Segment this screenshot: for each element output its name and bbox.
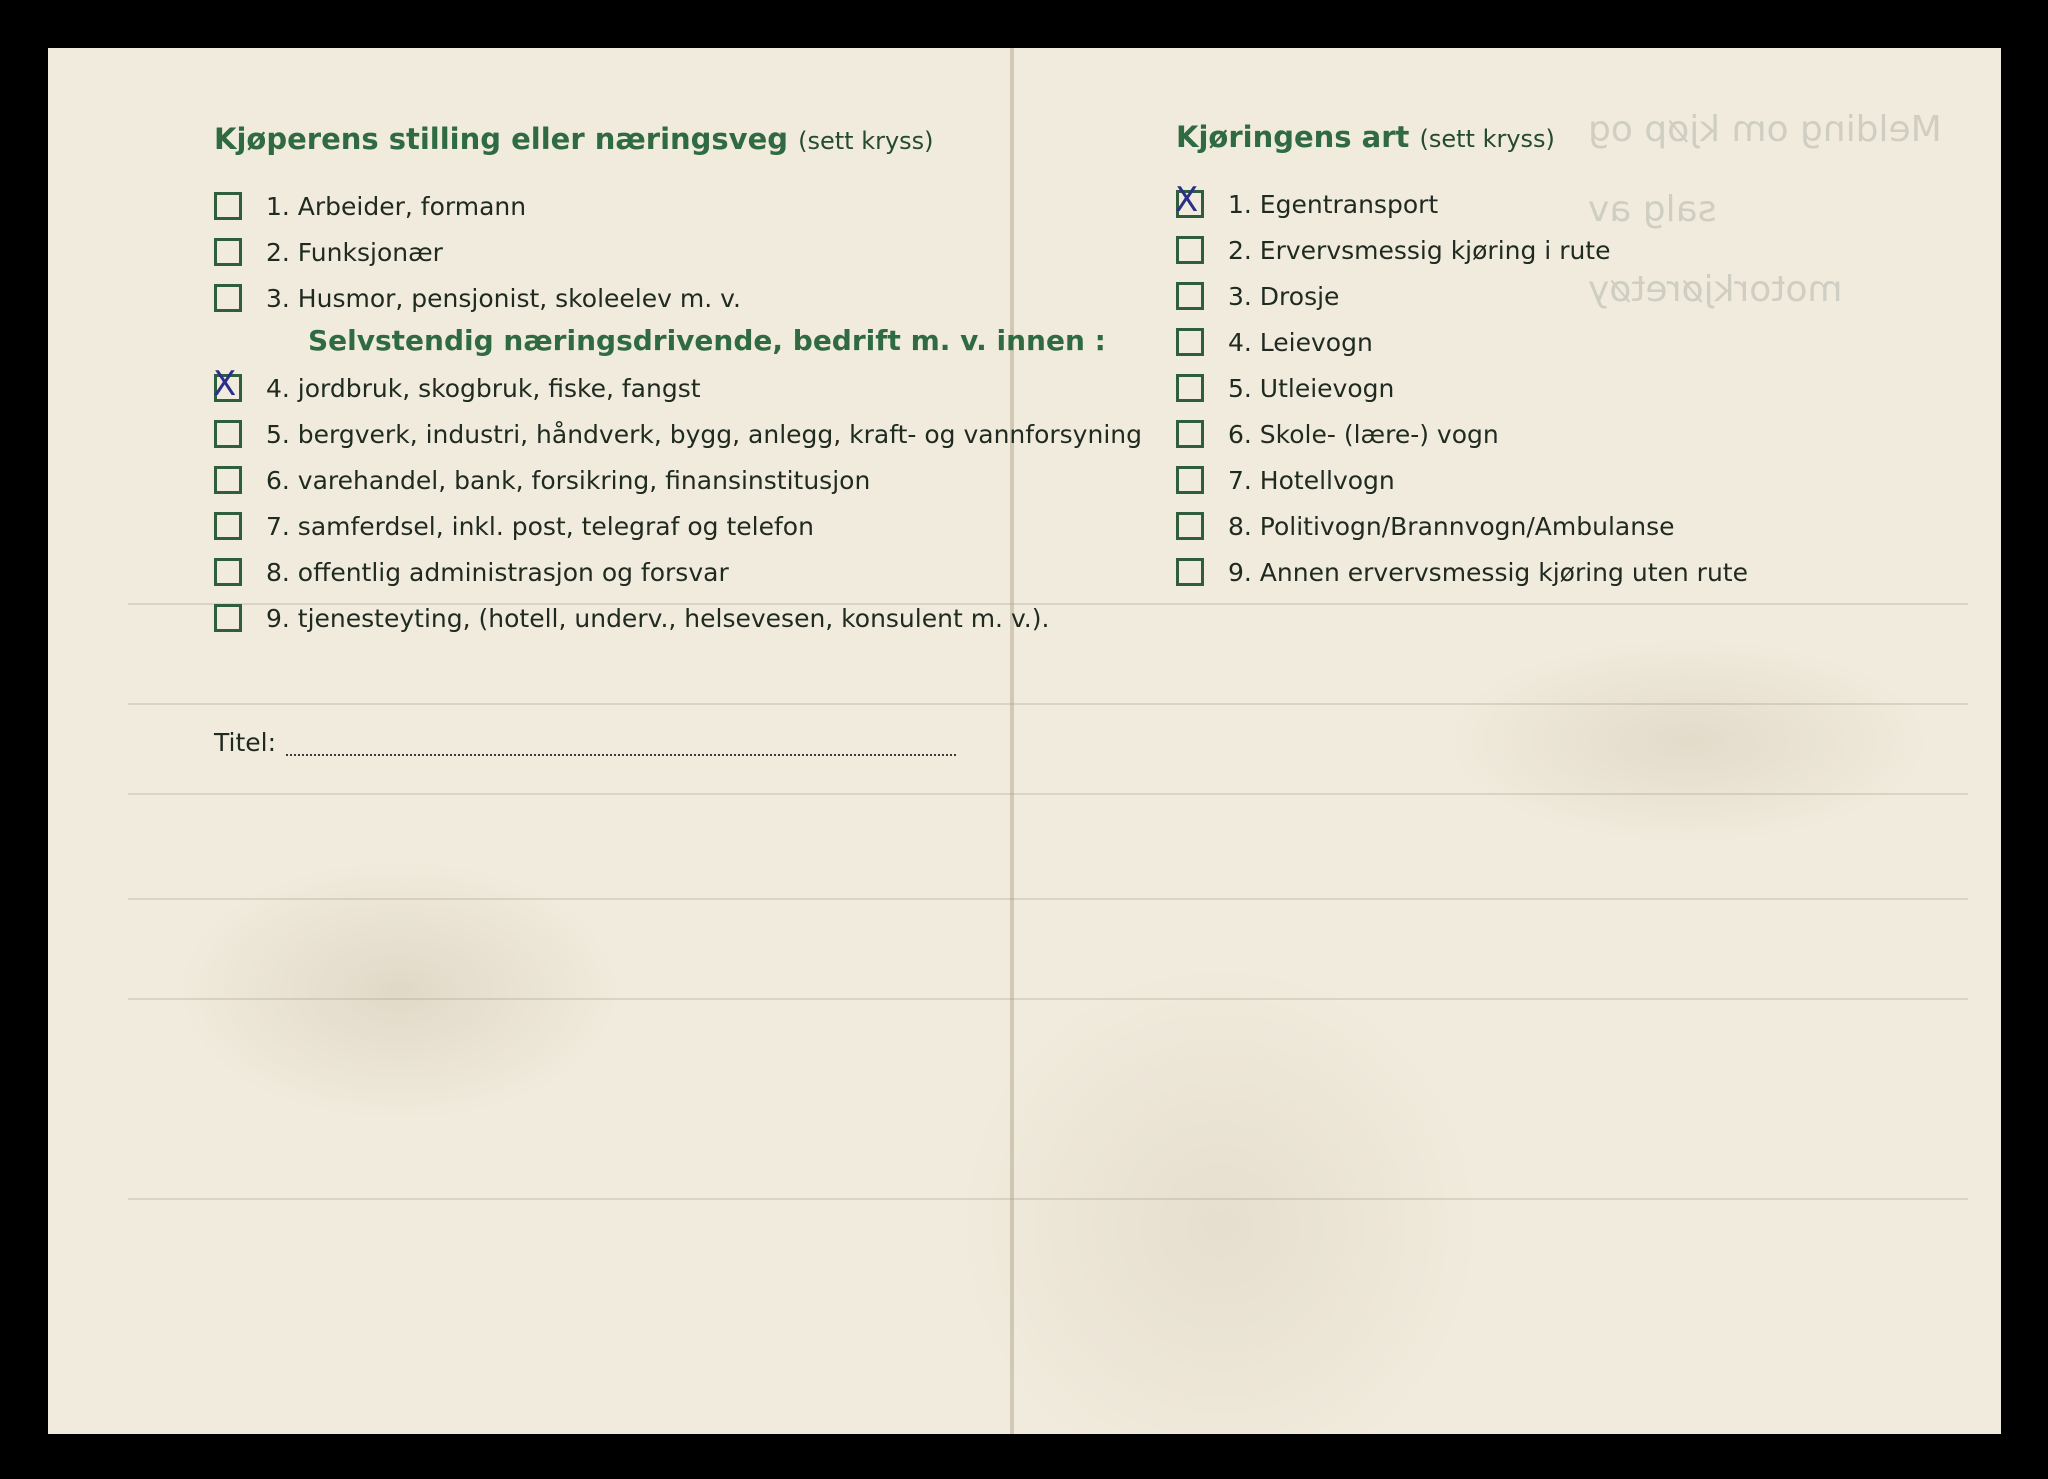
occupation-option-9[interactable] (214, 598, 1049, 638)
check-mark: X (1175, 180, 1199, 220)
occupation-checkbox-2[interactable] (214, 238, 242, 266)
driving-option-label: 2. Ervervsmessig kjøring i rute (1228, 235, 1611, 265)
occupation-checkbox-5[interactable] (214, 420, 242, 448)
show-through-title: Melding om kjøp og salg av motorkjøretøy (1588, 109, 1942, 310)
occupation-option-label: 4. jordbruk, skogbruk, fiske, fangst (266, 373, 701, 403)
form-sheet (48, 48, 2001, 1434)
driving-option-9[interactable] (1176, 552, 1748, 592)
occupation-option-label: 9. tjenesteyting, (hotell, underv., helsevesen, konsulent m. v.). (266, 603, 1050, 633)
fold-crease (1010, 48, 1014, 1434)
driving-checkbox-7[interactable] (1176, 466, 1204, 494)
occupation-option-3[interactable] (214, 278, 741, 318)
driving-checkbox-9[interactable] (1176, 558, 1204, 586)
driving-option-label: 8. Politivogn/Brannvogn/Ambulanse (1228, 511, 1675, 541)
driving-checkbox-6[interactable] (1176, 420, 1204, 448)
driving-option-5[interactable] (1176, 368, 1394, 408)
occupation-option-7[interactable] (214, 506, 814, 546)
driving-option-4[interactable] (1176, 322, 1373, 362)
occupation-option-label: 6. varehandel, bank, forsikring, finansinstitusjon (266, 465, 871, 495)
driving-checkbox-2[interactable] (1176, 236, 1204, 264)
driving-option-1[interactable] (1175, 180, 1439, 224)
occupation-option-2[interactable] (214, 232, 443, 272)
driving-option-6[interactable] (1176, 414, 1499, 454)
driving-checkbox-1[interactable] (1175, 180, 1204, 220)
driving-option-label: 1. Egentransport (1228, 189, 1439, 219)
buyer-occupation-heading-note: (sett kryss) (798, 127, 934, 155)
occupation-option-label: 8. offentlig administrasjon og forsvar (266, 557, 729, 587)
driving-option-label: 9. Annen ervervsmessig kjøring uten rute (1228, 557, 1748, 587)
driving-option-label: 4. Leievogn (1228, 327, 1373, 357)
occupation-checkbox-6[interactable] (214, 466, 242, 494)
occupation-option-label: 2. Funksjonær (266, 237, 443, 267)
occupation-checkbox-3[interactable] (214, 284, 242, 312)
driving-option-3[interactable] (1176, 276, 1339, 316)
show-through-rule (128, 898, 1968, 900)
title-field-line[interactable] (286, 754, 956, 756)
buyer-occupation-heading-text: Kjøperens stilling eller næringsveg (214, 122, 789, 156)
driving-option-label: 6. Skole- (lære-) vogn (1228, 419, 1499, 449)
driving-option-7[interactable] (1176, 460, 1395, 500)
driving-checkbox-8[interactable] (1176, 512, 1204, 540)
driving-option-2[interactable] (1176, 230, 1611, 270)
driving-checkbox-3[interactable] (1176, 282, 1204, 310)
show-through-rule (128, 1198, 1968, 1200)
occupation-option-label: 5. bergverk, industri, håndverk, bygg, anlegg, kraft- og vannforsyning (266, 419, 1142, 449)
occupation-option-4[interactable] (213, 364, 701, 408)
occupation-option-6[interactable] (214, 460, 870, 500)
occupation-checkbox-8[interactable] (214, 558, 242, 586)
check-mark: X (213, 364, 237, 404)
show-through-rule (128, 703, 1968, 705)
occupation-checkbox-9[interactable] (214, 604, 242, 632)
buyer-occupation-heading (214, 122, 934, 156)
occupation-option-label: 1. Arbeider, formann (266, 191, 527, 221)
driving-checkbox-5[interactable] (1176, 374, 1204, 402)
show-through-rule (128, 793, 1968, 795)
show-through-rule (128, 998, 1968, 1000)
driving-type-heading-note: (sett kryss) (1419, 125, 1555, 153)
driving-option-label: 7. Hotellvogn (1228, 465, 1395, 495)
occupation-option-label: 7. samferdsel, inkl. post, telegraf og telefon (266, 511, 814, 541)
occupation-checkbox-1[interactable] (214, 192, 242, 220)
driving-type-heading-text: Kjøringens art (1176, 120, 1410, 154)
occupation-checkbox-7[interactable] (214, 512, 242, 540)
occupation-option-1[interactable] (214, 186, 526, 226)
self-employed-subheading: Selvstendig næringsdrivende, bedrift m. v. innen : (308, 324, 1106, 357)
occupation-checkbox-4[interactable] (213, 364, 242, 404)
occupation-option-5[interactable] (214, 414, 1142, 454)
occupation-option-label: 3. Husmor, pensjonist, skoleelev m. v. (266, 283, 741, 313)
driving-option-label: 3. Drosje (1228, 281, 1340, 311)
driving-option-8[interactable] (1176, 506, 1675, 546)
driving-option-label: 5. Utleievogn (1228, 373, 1395, 403)
occupation-option-8[interactable] (214, 552, 729, 592)
title-field-label: Titel: (214, 728, 276, 757)
driving-type-heading (1176, 120, 1555, 154)
driving-checkbox-4[interactable] (1176, 328, 1204, 356)
